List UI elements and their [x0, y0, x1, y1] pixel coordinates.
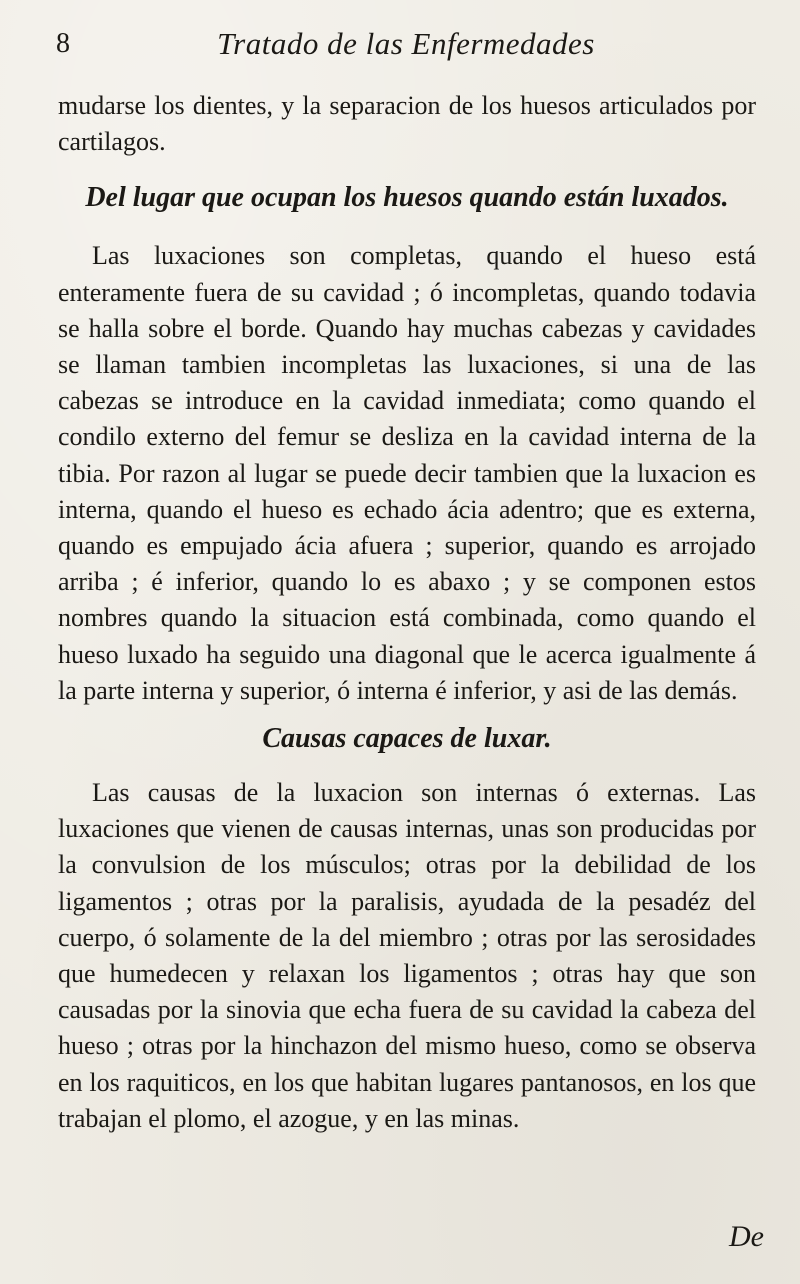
- catchword: De: [729, 1220, 764, 1253]
- paragraph-luxation-types: Las luxaciones son completas, quando el hueso está enteramente fuera de su cavidad ; ó incompletas, quando todavia se halla sobre el borde. Quando hay muchas cabezas y cavidades se llaman tambien incompletas las luxaciones, si una de las cabezas se introduce en la cavidad inmediata; como quando el condilo externo del femur se desliza en la cavidad interna de la tibia. Por razon al lugar se puede decir tambien que la luxacion es interna, quando el hueso es echado ácia adentro; que es externa, quando es empujado ácia afuera ; superior, quando es arrojado arriba ; é inferior, quando lo es abaxo ; y se componen estos nombres quando la situacion está combinada, como quando el hueso luxado ha seguido una diagonal que le acerca igualmente á la parte interna y superior, ó interna é inferior, y asi de las demás.: [58, 241, 756, 705]
- running-head: Tratado de las Enfermedades: [217, 26, 595, 61]
- paragraph-luxation-causes: Las causas de la luxacion son internas ó externas. Las luxaciones que vienen de causas internas, unas son producidas por la convulsion de los músculos; otras por la debilidad de los ligamentos ; otras por la paralisis, ayudada de la pesadéz del cuerpo, ó solamente de la del miembro ; otras por las serosidades que humedecen y relaxan los ligamentos ; otras hay que son causadas por la sinovia que echa fuera de su cavidad la cabeza del hueso ; otras por la hinchazon del mismo hueso, como se observa en los raquiticos, en los que habitan lugares pantanosos, en los que trabajan el plomo, el azogue, y en las minas.: [58, 778, 756, 1133]
- section-title-causes: Causas capaces de luxar.: [262, 723, 552, 755]
- page-body: [58, 88, 756, 1137]
- page-header: [56, 18, 756, 62]
- intro-paragraph: mudarse los dientes, y la separacion de los huesos articulados por cartilagos.: [58, 91, 756, 157]
- page-number: 8: [56, 28, 70, 59]
- section-title-luxation-location: Del lugar que ocupan los huesos quando están luxados.: [85, 182, 729, 214]
